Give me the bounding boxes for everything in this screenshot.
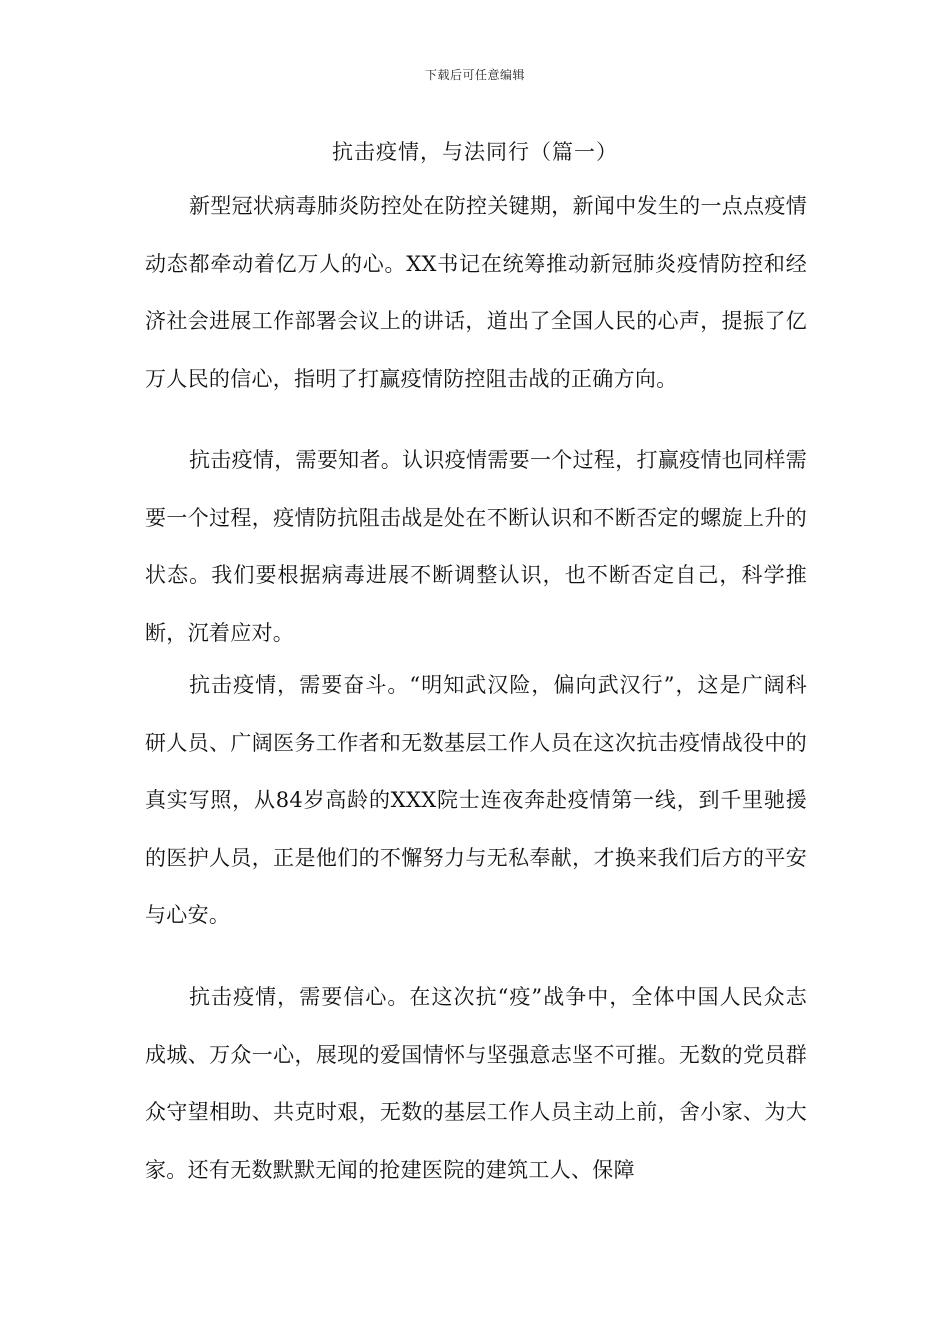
paragraph-3: 抗击疫情，需要奋斗。“明知武汉险，偏向武汉行”，这是广阔科研人员、广阔医务工作者和无数基层工作人员在这次抗击疫情战役中的真实写照，从84岁高龄的XXX院士连夜奔赴疫情第一线，到千里驰援的医护人员，正是他们的不懈努力与无私奉献，才换来我们后方的平安与心安。: [145, 673, 807, 927]
header-note: 下载后可任意编辑: [424, 68, 525, 82]
paragraph-2: 抗击疫情，需要知者。认识疫情需要一个过程，打赢疫情也同样需要一个过程，疫情防抗阻击战是处在不断认识和不断否定的螺旋上升的状态。我们要根据病毒进展不断调整认识，也不断否定自己，科学推断，沉着应对。: [145, 448, 807, 645]
paragraph-4: 抗击疫情，需要信心。在这次抗“疫”战争中，全体中国人民众志成城、万众一心，展现的爱国情怀与坚强意志坚不可摧。无数的党员群众守望相助、共克时艰，无数的基层工作人员主动上前，舍小家、为大家。还有无数默默无闻的抢建医院的建筑工人、保障: [145, 985, 807, 1182]
document-title: 抗击疫情，与法同行（篇一）: [332, 140, 618, 164]
paragraph-1: 新型冠状病毒肺炎防控处在防控关键期，新闻中发生的一点点疫情动态都牵动着亿万人的心。XX书记在统筹推动新冠肺炎疫情防控和经济社会进展工作部署会议上的讲话，道出了全国人民的心声，提振了亿万人民的信心，指明了打赢疫情防控阻击战的正确方向。: [145, 194, 807, 391]
